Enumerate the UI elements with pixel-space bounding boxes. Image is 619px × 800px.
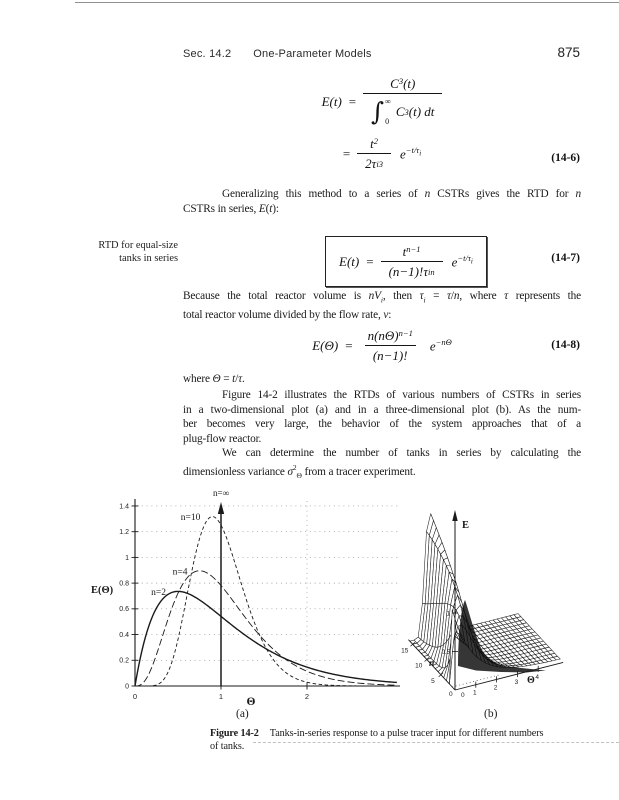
equation-14-7-box: E(t) = t $^{n-1}$ (n−1)!τ i n $e^{-t/\tau_i}$ <box>325 236 487 287</box>
body-line: dimensionless variance $\sigma^2_\Theta$ from a tracer experiment. <box>183 462 416 480</box>
eq146-numerator: C $^3$ (t) <box>390 76 416 91</box>
equation-14-6-line1: E(t) = C $^3$ (t) ∫ ∞ 0 C 3 (t) dt <box>322 76 443 127</box>
svg-text:n=2: n=2 <box>151 587 166 598</box>
svg-text:0.4: 0.4 <box>119 631 129 639</box>
svg-text:1: 1 <box>446 611 450 618</box>
svg-text:1: 1 <box>218 692 224 701</box>
svg-text:10: 10 <box>415 662 423 670</box>
equation-14-8: E(Θ) = n(nΘ) $^{n-1}$ (n−1)! $e^{-n\Theta}$ <box>312 328 452 363</box>
rtd-3d-plot <box>398 496 619 716</box>
svg-text:n=∞: n=∞ <box>213 488 229 498</box>
body-line: We can determine the number of tanks in series by calculating the <box>222 447 581 459</box>
paragraph-figure-description <box>183 388 581 447</box>
svg-text:n=4: n=4 <box>172 567 188 578</box>
svg-text:Θ: Θ <box>246 696 256 708</box>
equation-14-6-line2: = t $^2$ 2τ i 3 $e^{-t/\tau_i}$ <box>342 136 422 171</box>
section-title: One-Parameter Models <box>253 48 372 60</box>
svg-text:n: n <box>429 659 435 669</box>
svg-text:n=10: n=10 <box>180 513 201 524</box>
svg-text:1.2: 1.2 <box>119 529 129 537</box>
where-line: where Θ = t/τ. <box>183 373 245 385</box>
svg-text:0: 0 <box>132 692 138 701</box>
svg-text:2: 2 <box>304 692 310 701</box>
section-number: Sec. 14.2 <box>183 48 232 60</box>
svg-text:1.4: 1.4 <box>119 503 129 511</box>
svg-text:0.8: 0.8 <box>119 580 129 588</box>
svg-text:5: 5 <box>431 677 435 685</box>
equation-tag-14-7: (14-7) <box>551 252 580 264</box>
svg-text:1: 1 <box>125 554 129 562</box>
svg-text:2: 2 <box>493 684 498 692</box>
svg-text:4: 4 <box>535 673 540 681</box>
body-line: Generalizing this method to a series of n CSTRs gives the RTD for n <box>222 188 581 200</box>
running-header <box>183 48 372 60</box>
svg-text:E: E <box>462 520 470 531</box>
body-line: total reactor volume divided by the flow rate, v: <box>183 308 392 321</box>
margin-note: RTD for equal-size tanks in series <box>98 240 178 264</box>
svg-text:0: 0 <box>461 692 465 699</box>
svg-text:0.6: 0.6 <box>119 606 129 614</box>
scan-artifact-rule <box>253 742 619 743</box>
page-number: 875 <box>557 45 580 60</box>
subfigure-label-a: (a) <box>236 708 249 720</box>
svg-text:Θ: Θ <box>527 675 535 686</box>
paragraph-variance <box>183 446 581 483</box>
body-line: CSTRs in series, E(t): <box>183 202 279 215</box>
equation-tag-14-6: (14-6) <box>551 152 580 164</box>
page-top-rule <box>75 2 619 3</box>
svg-text:0: 0 <box>449 691 453 698</box>
svg-text:15: 15 <box>401 647 409 655</box>
body-line: ber becomes very large, the behavior of the system approaches that of a <box>183 418 581 431</box>
eq146-denominator: ∫ ∞ 0 C 3 (t) dt <box>363 93 442 127</box>
figure-caption: Figure 14-2 Tanks-in-series response to a pulse tracer input for different numbers of tanks. <box>210 728 544 753</box>
equation-tag-14-8: (14-8) <box>551 339 580 351</box>
svg-text:E(Θ): E(Θ) <box>91 585 114 596</box>
eq146-fraction <box>363 76 442 127</box>
paragraph-reactor-volume <box>183 289 581 323</box>
svg-text:0: 0 <box>125 683 129 691</box>
figure-caption-label: Figure 14-2 <box>210 728 259 739</box>
rtd-2d-plot <box>85 486 407 714</box>
svg-text:0.5: 0.5 <box>441 650 450 656</box>
body-line: in a two-dimensional plot (a) and in a three-dimensional plot (b). As the num- <box>183 403 581 416</box>
integral-sign: ∫ <box>371 96 385 126</box>
equation-14-6 <box>183 76 581 172</box>
body-line: Figure 14-2 illustrates the RTDs of various numbers of CSTRs in series <box>222 389 581 401</box>
body-line: Because the total reactor volume is $nV_i$, then $\tau_i = \tau/n$, where τ represents the <box>183 290 581 305</box>
body-line: plug-flow reactor. <box>183 433 262 446</box>
svg-text:3: 3 <box>514 679 519 687</box>
svg-text:1: 1 <box>472 689 477 697</box>
paragraph-generalizing <box>183 187 581 216</box>
svg-text:0.2: 0.2 <box>119 657 129 665</box>
subfigure-label-b: (b) <box>484 708 498 720</box>
